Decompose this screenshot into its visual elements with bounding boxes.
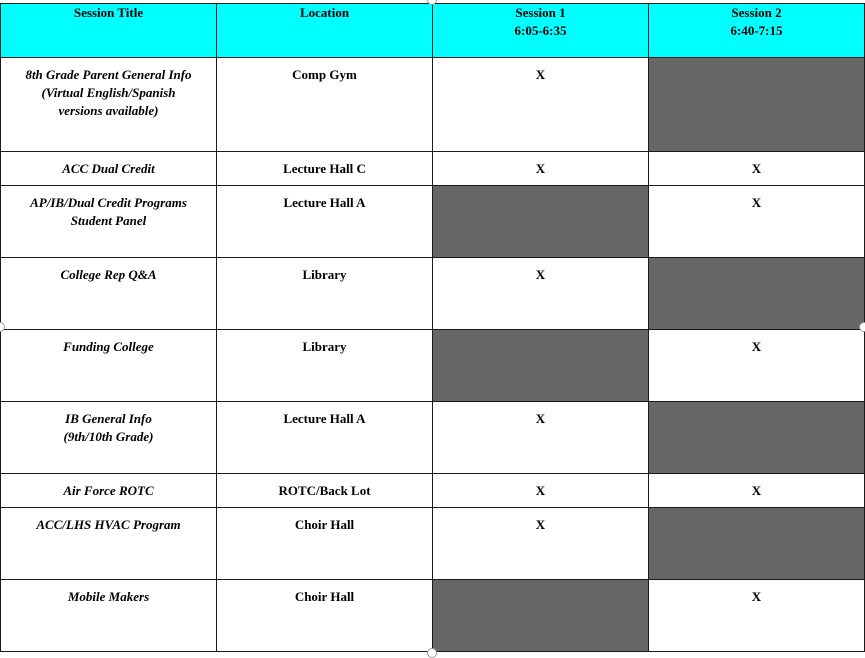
table-row bbox=[1, 330, 865, 402]
session-1-mark-cell bbox=[433, 258, 649, 330]
header-session-1-time: 6:05-6:35 bbox=[514, 23, 567, 38]
table-row bbox=[1, 186, 865, 258]
session-mark: X bbox=[535, 483, 546, 498]
session-title-line: College Rep Q&A bbox=[60, 267, 157, 282]
location-text: Comp Gym bbox=[292, 67, 357, 82]
session-mark: X bbox=[751, 339, 762, 354]
table-row bbox=[1, 402, 865, 474]
location-cell bbox=[217, 330, 433, 402]
header-session-1 bbox=[433, 4, 649, 58]
table-row bbox=[1, 258, 865, 330]
header-row bbox=[1, 4, 865, 58]
header-session-2-time: 6:40-7:15 bbox=[730, 23, 783, 38]
session-1-unavailable-cell bbox=[433, 186, 649, 258]
session-1-unavailable-cell bbox=[433, 580, 649, 652]
location-text: Choir Hall bbox=[294, 517, 355, 532]
location-text: Lecture Hall C bbox=[283, 161, 366, 176]
session-title-cell bbox=[1, 508, 217, 580]
session-title-line: Student Panel bbox=[70, 213, 147, 228]
table-row bbox=[1, 580, 865, 652]
session-schedule-table bbox=[0, 3, 865, 652]
session-title-cell bbox=[1, 402, 217, 474]
session-title-line: IB General Info bbox=[65, 411, 152, 426]
session-mark: X bbox=[751, 483, 762, 498]
session-title-line: Funding College bbox=[63, 339, 154, 354]
location-cell bbox=[217, 508, 433, 580]
session-2-mark-cell bbox=[649, 474, 865, 508]
location-cell bbox=[217, 152, 433, 186]
session-mark: X bbox=[535, 267, 546, 282]
session-2-mark-cell bbox=[649, 152, 865, 186]
session-mark: X bbox=[535, 411, 546, 426]
location-text: Lecture Hall A bbox=[283, 411, 366, 426]
session-1-mark-cell bbox=[433, 508, 649, 580]
session-1-unavailable-cell bbox=[433, 330, 649, 402]
session-title-cell bbox=[1, 580, 217, 652]
session-mark: X bbox=[751, 161, 762, 176]
session-2-unavailable-cell bbox=[649, 508, 865, 580]
session-mark: X bbox=[535, 161, 546, 176]
resize-handle-bottom[interactable] bbox=[427, 648, 437, 658]
session-title-line: AP/IB/Dual Credit Programs bbox=[30, 195, 187, 210]
session-title-line: (Virtual English/Spanish bbox=[41, 85, 176, 100]
location-text: ROTC/Back Lot bbox=[278, 483, 371, 498]
location-text: Choir Hall bbox=[294, 589, 355, 604]
session-2-unavailable-cell bbox=[649, 402, 865, 474]
session-2-mark-cell bbox=[649, 330, 865, 402]
session-title-cell bbox=[1, 474, 217, 508]
session-2-mark-cell bbox=[649, 186, 865, 258]
location-cell bbox=[217, 258, 433, 330]
header-location: Location bbox=[217, 4, 433, 58]
session-title-line: (9th/10th Grade) bbox=[63, 429, 154, 444]
session-title-cell bbox=[1, 258, 217, 330]
location-cell bbox=[217, 186, 433, 258]
session-1-mark-cell bbox=[433, 474, 649, 508]
location-text: Library bbox=[302, 267, 347, 282]
session-title-line: 8th Grade Parent General Info bbox=[25, 67, 192, 82]
session-title-line: versions available) bbox=[58, 103, 159, 118]
session-2-unavailable-cell bbox=[649, 258, 865, 330]
session-title-cell bbox=[1, 152, 217, 186]
table-row bbox=[1, 58, 865, 152]
session-title-cell bbox=[1, 186, 217, 258]
location-text: Lecture Hall A bbox=[283, 195, 366, 210]
table-row bbox=[1, 152, 865, 186]
location-cell bbox=[217, 402, 433, 474]
session-1-mark-cell bbox=[433, 152, 649, 186]
table-row bbox=[1, 508, 865, 580]
session-title-line: ACC Dual Credit bbox=[62, 161, 155, 176]
session-mark: X bbox=[535, 517, 546, 532]
session-2-unavailable-cell bbox=[649, 58, 865, 152]
session-1-mark-cell bbox=[433, 402, 649, 474]
session-mark: X bbox=[751, 195, 762, 210]
session-1-mark-cell bbox=[433, 58, 649, 152]
table-row bbox=[1, 474, 865, 508]
location-cell bbox=[217, 474, 433, 508]
header-session-2 bbox=[649, 4, 865, 58]
session-title-cell bbox=[1, 58, 217, 152]
location-cell bbox=[217, 58, 433, 152]
session-title-line: Mobile Makers bbox=[67, 589, 150, 604]
session-mark: X bbox=[535, 67, 546, 82]
header-session-2-label: Session 2 bbox=[731, 5, 782, 20]
session-2-mark-cell bbox=[649, 580, 865, 652]
location-text: Library bbox=[302, 339, 347, 354]
location-cell bbox=[217, 580, 433, 652]
session-title-line: ACC/LHS HVAC Program bbox=[36, 517, 181, 532]
header-session-title: Session Title bbox=[1, 4, 217, 58]
header-session-1-label: Session 1 bbox=[515, 5, 566, 20]
resize-handle-right[interactable] bbox=[859, 322, 865, 332]
session-title-cell bbox=[1, 330, 217, 402]
session-mark: X bbox=[751, 589, 762, 604]
session-title-line: Air Force ROTC bbox=[63, 483, 154, 498]
